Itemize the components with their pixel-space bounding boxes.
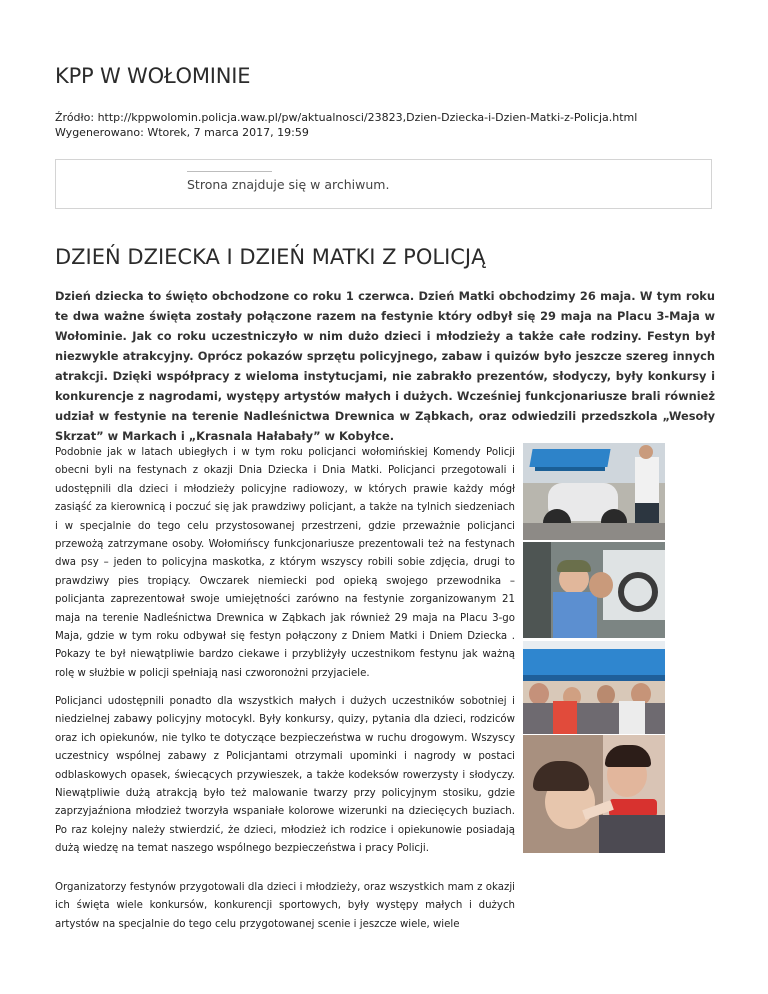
article-paragraph-3 <box>55 879 515 934</box>
article-title: DZIEŃ DZIECKA I DZIEŃ MATKI Z POLICJĄ <box>55 245 486 269</box>
photo-face-painting <box>523 735 665 853</box>
source-url: Źródło: http://kppwolomin.policja.waw.pl/pw/aktualnosci/23823,Dzien-Dziecka-i-Dzien-Matki-z-Policja.html <box>55 111 638 124</box>
photo-child-in-police-car <box>523 542 665 638</box>
article-paragraph-2 <box>55 693 515 859</box>
archive-notice-box <box>55 159 712 209</box>
generated-date: Wygenerowano: Wtorek, 7 marca 2017, 19:59 <box>55 126 309 139</box>
archive-notice: Strona znajduje się w archiwum. <box>187 177 390 192</box>
paragraph-text: Podobnie jak w latach ubiegłych i w tym roku policjanci wołomińskiej Komendy Policji obecni byli na festynach z okazji Dnia Dziecka i Dnia Matki. Policjanci przegotowali i udostępnili dla dzieci i młodzieży policyjne radiowozy, w których prawie każdy mógł zasiąść za kierownicą i poczuć się jak prawdziwy policjant, a także na tylnich siedzeniach i w specjalnie do tego celu przystosowanej przestrzeni, gdzie przeważnie policjanci przewożą zatrzymane osoby. Wołomińscy funkcjonariusze prezentowali też na festynach dwa psy – jeden to policyjna maskotka, z którym wszyscy robili sobie zdjęcia, drugi to prawdziwy pies tropiący. Owczarek niemiecki pod opieką swojego przewodnika – policjanta zaprezentował swoje umiejętności zarówno na festynie zorganizowanym 21 maja na terenie Nadleśnictwa Drewnica w Ząbkach jak również 29 maja na Placu 3-go Maja, gdzie w tym roku odbywał się festyn połączony z Dniem Matki i Dniem Dziecka . Pokazy te był niewątpliwie bardzo ciekawe i przybliżyły uczestnikom festynu jak ważną rolę w służbie w policji spełniają nasi czworonożni przyjaciele. <box>55 447 515 679</box>
archive-divider <box>187 171 272 172</box>
paragraph-text: Policjanci udostępnili ponadto dla wszystkich małych i dużych uczestników sobotniej i niedzielnej zabawy policyjny motocykl. Były konkursy, quizy, pytania dla dzieci, rodziców oraz ich opiekunów, nie tylko te dotyczące bezpieczeństwa w ruchu drogowym. Wszyscy uczestnicy wspólnej zabawy z Policjantami otrzymali upominki i nagrody w postaci odblaskowych opasek, świecących przywieszek, a także kodeksów rowerzysty i słodyczy. Niewątpliwie dużą atrakcją było też malowanie twarzy przy policyjnym stosiku, gdzie zaprzyjaźniona młodzież tworzyła wspaniałe kolorowe wizerunki na dziecięcych buziach. Po raz kolejny należy stwierdzić, że dzieci, młodzież ich rodzice i opiekunowie posiadają dużą wiedzę na temat naszego wspólnego bezpieczeństwa i pracy Policji. <box>55 696 515 855</box>
article-lead: Dzień dziecka to święto obchodzone co roku 1 czerwca. Dzień Matki obchodzimy 26 maja. W tym roku te dwa ważne święta zostały połączone razem na festynie który odbył się 29 maja na Placu 3-Maja w Wołominie. Jak co roku uczestniczyło w nim dużo dzieci i młodzieży a także całe rodziny. Festyn był niezwykle atrakcyjny. Oprócz pokazów sprzętu policyjnego, zabaw i quizów było jeszcze szereg innych atrakcji. Dzięki współpracy z wieloma instytucjami, nie zabrakło prezentów, słodyczy, były konkursy i konkurencje z nagrodami, występy artystów małych i dużych. Wcześniej funkcjonariusze brali również udział w festynie na terenie Nadleśnictwa Drewnica w Ząbkach, oraz odwiedzili przedszkola „Wesoły Skrzat” w Markach i „Krasnala Hałabały” w Kobyłce. <box>55 289 715 443</box>
paragraph-text: Organizatorzy festynów przygotowali dla dzieci i młodzieży, oraz wszystkich mam z okazji ich święta wiele konkursów, konkurencji sportowych, były występy małych i dużych artystów na specjalnie do tego celu przygotowanej scenie i jeszcze wiele, wiele <box>55 882 515 930</box>
site-title: KPP W WOŁOMINIE <box>55 64 251 88</box>
article-paragraph-1 <box>55 444 515 683</box>
print-metadata <box>55 110 637 140</box>
photo-police-motorcycle <box>523 443 665 540</box>
photo-festival-stand <box>523 641 665 734</box>
